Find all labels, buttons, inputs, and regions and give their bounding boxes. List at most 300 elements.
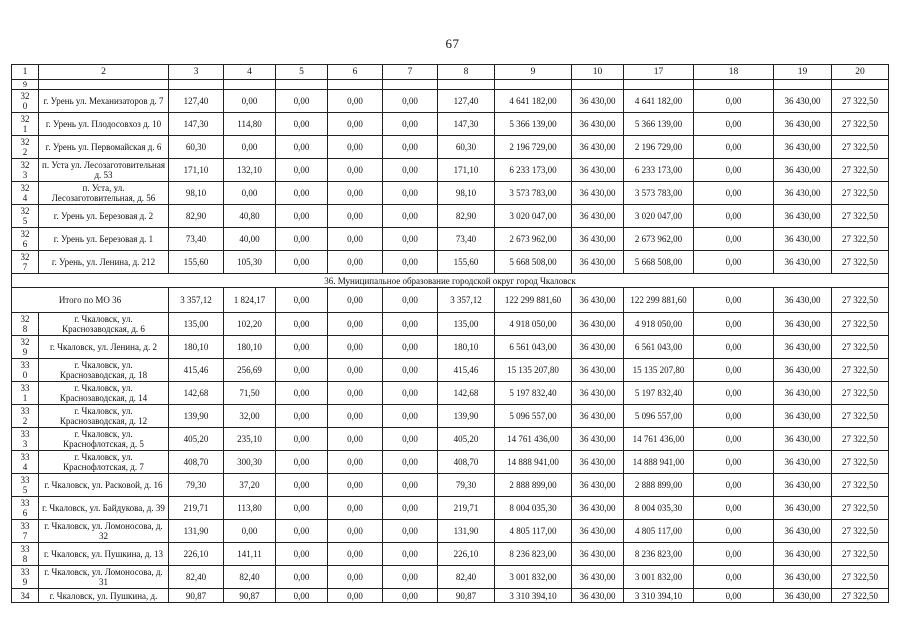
- row-index: 32 1: [12, 113, 39, 136]
- value-cell-c8: 82,40: [438, 566, 495, 589]
- value-cell-c6: 0,00: [328, 497, 383, 520]
- value-cell-c19: 36 430,00: [774, 566, 832, 589]
- value-cell-c6: 0,00: [328, 90, 383, 113]
- value-cell-c5: 0,00: [276, 251, 328, 274]
- value-cell-c19: 36 430,00: [774, 136, 832, 159]
- value-cell-c20: 27 322,50: [832, 589, 889, 603]
- value-cell-c20: 27 322,50: [832, 543, 889, 566]
- value-cell-c4: 0,00: [224, 90, 276, 113]
- value-cell-c3: 171,10: [169, 159, 224, 182]
- value-cell-c8: 142,68: [438, 382, 495, 405]
- address-cell: г. Чкаловск, ул. Краснозаводская, д. 12: [39, 405, 169, 428]
- value-cell-c17: 5 096 557,00: [624, 405, 694, 428]
- value-cell-c19: 36 430,00: [774, 205, 832, 228]
- value-cell-c8: 135,00: [438, 313, 495, 336]
- value-cell-c9: 4 918 050,00: [495, 313, 572, 336]
- address-cell: г. Чкаловск, ул. Байдукова, д. 39: [39, 497, 169, 520]
- value-cell-c9: 8 236 823,00: [495, 543, 572, 566]
- continuation-index: 9: [12, 80, 39, 90]
- value-cell-c5: 0,00: [276, 566, 328, 589]
- value-cell-c9: 5 366 139,00: [495, 113, 572, 136]
- address-cell: г. Чкаловск, ул. Краснозаводская, д. 18: [39, 359, 169, 382]
- address-cell: п. Уста, ул. Лесозаготовительная, д. 56: [39, 182, 169, 205]
- value-cell-c4: 0,00: [224, 520, 276, 543]
- value-cell-c5: 0,00: [276, 205, 328, 228]
- value-cell-c7: 0,00: [383, 497, 438, 520]
- value-cell-c5: 0,00: [276, 428, 328, 451]
- value-cell-c10: 36 430,00: [572, 251, 624, 274]
- value-cell-c8: 171,10: [438, 159, 495, 182]
- value-cell-c8: 405,20: [438, 428, 495, 451]
- value-cell-c7: 0,00: [383, 90, 438, 113]
- value-cell-c18: 0,00: [694, 405, 774, 428]
- continuation-row: [12, 80, 889, 90]
- value-cell-c17: 15 135 207,80: [624, 359, 694, 382]
- value-cell-c4: 105,30: [224, 251, 276, 274]
- value-cell-c4: 102,20: [224, 313, 276, 336]
- value-cell-c4: 132,10: [224, 159, 276, 182]
- total-cell-c17: 122 299 881,60: [624, 288, 694, 313]
- value-cell-c3: 60,30: [169, 136, 224, 159]
- value-cell-c5: 0,00: [276, 90, 328, 113]
- column-number-17: 17: [624, 65, 694, 80]
- value-cell-c5: 0,00: [276, 497, 328, 520]
- value-cell-c4: 40,00: [224, 228, 276, 251]
- value-cell-c7: 0,00: [383, 182, 438, 205]
- value-cell-c3: 139,90: [169, 405, 224, 428]
- value-cell-c17: 4 641 182,00: [624, 90, 694, 113]
- value-cell-c5: 0,00: [276, 113, 328, 136]
- value-cell-c18: 0,00: [694, 182, 774, 205]
- value-cell-c10: 36 430,00: [572, 520, 624, 543]
- value-cell-c6: 0,00: [328, 451, 383, 474]
- address-cell: г. Чкаловск, ул. Краснозаводская, д. 6: [39, 313, 169, 336]
- value-cell-c6: 0,00: [328, 589, 383, 603]
- row-index: 33 5: [12, 474, 39, 497]
- value-cell-c8: 60,30: [438, 136, 495, 159]
- value-cell-c5: 0,00: [276, 451, 328, 474]
- value-cell-c6: 0,00: [328, 336, 383, 359]
- row-index: 32 5: [12, 205, 39, 228]
- value-cell-c4: 114,80: [224, 113, 276, 136]
- value-cell-c17: 2 196 729,00: [624, 136, 694, 159]
- value-cell-c10: 36 430,00: [572, 90, 624, 113]
- value-cell-c17: 3 573 783,00: [624, 182, 694, 205]
- value-cell-c9: 14 761 436,00: [495, 428, 572, 451]
- value-cell-c20: 27 322,50: [832, 359, 889, 382]
- table-row: [12, 136, 889, 159]
- value-cell-c18: 0,00: [694, 205, 774, 228]
- value-cell-c7: 0,00: [383, 405, 438, 428]
- address-cell: г. Урень ул. Первомайская д. 6: [39, 136, 169, 159]
- value-cell-c3: 142,68: [169, 382, 224, 405]
- address-cell: г. Чкаловск, ул. Ломоносова, д. 32: [39, 520, 169, 543]
- value-cell-c5: 0,00: [276, 182, 328, 205]
- value-cell-c20: 27 322,50: [832, 159, 889, 182]
- value-cell-c8: 127,40: [438, 90, 495, 113]
- total-cell-c6: 0,00: [328, 288, 383, 313]
- value-cell-c10: 36 430,00: [572, 228, 624, 251]
- value-cell-c7: 0,00: [383, 428, 438, 451]
- value-cell-c5: 0,00: [276, 589, 328, 603]
- value-cell-c19: 36 430,00: [774, 313, 832, 336]
- value-cell-c3: 79,30: [169, 474, 224, 497]
- total-cell-c19: 36 430,00: [774, 288, 832, 313]
- value-cell-c19: 36 430,00: [774, 428, 832, 451]
- value-cell-c20: 27 322,50: [832, 428, 889, 451]
- value-cell-c9: 2 888 899,00: [495, 474, 572, 497]
- value-cell-c5: 0,00: [276, 228, 328, 251]
- column-number-6: 6: [328, 65, 383, 80]
- table-row: [12, 251, 889, 274]
- table-row: [12, 474, 889, 497]
- column-number-10: 10: [572, 65, 624, 80]
- value-cell-c17: 2 673 962,00: [624, 228, 694, 251]
- value-cell-c4: 40,80: [224, 205, 276, 228]
- column-number-2: 2: [39, 65, 169, 80]
- value-cell-c10: 36 430,00: [572, 159, 624, 182]
- value-cell-c7: 0,00: [383, 543, 438, 566]
- value-cell-c9: 5 668 508,00: [495, 251, 572, 274]
- section-title: 36. Муниципальное образование городской округ город Чкаловск: [12, 274, 889, 288]
- table-row: [12, 336, 889, 359]
- row-index: 32 7: [12, 251, 39, 274]
- value-cell-c6: 0,00: [328, 113, 383, 136]
- table-row: [12, 113, 889, 136]
- address-cell: г. Чкаловск, ул. Расковой, д. 16: [39, 474, 169, 497]
- value-cell-c19: 36 430,00: [774, 228, 832, 251]
- value-cell-c3: 219,71: [169, 497, 224, 520]
- value-cell-c9: 3 001 832,00: [495, 566, 572, 589]
- table-row: [12, 405, 889, 428]
- value-cell-c8: 219,71: [438, 497, 495, 520]
- value-cell-c17: 4 918 050,00: [624, 313, 694, 336]
- value-cell-c18: 0,00: [694, 543, 774, 566]
- value-cell-c5: 0,00: [276, 159, 328, 182]
- value-cell-c17: 6 561 043,00: [624, 336, 694, 359]
- total-cell-c5: 0,00: [276, 288, 328, 313]
- value-cell-c10: 36 430,00: [572, 182, 624, 205]
- value-cell-c18: 0,00: [694, 228, 774, 251]
- value-cell-c7: 0,00: [383, 359, 438, 382]
- table-row: [12, 205, 889, 228]
- value-cell-c19: 36 430,00: [774, 113, 832, 136]
- housing-table: [11, 64, 889, 603]
- column-number-3: 3: [169, 65, 224, 80]
- value-cell-c20: 27 322,50: [832, 251, 889, 274]
- value-cell-c3: 415,46: [169, 359, 224, 382]
- value-cell-c7: 0,00: [383, 520, 438, 543]
- table-row: [12, 543, 889, 566]
- table-row: [12, 451, 889, 474]
- value-cell-c20: 27 322,50: [832, 313, 889, 336]
- row-index: 32 3: [12, 159, 39, 182]
- value-cell-c10: 36 430,00: [572, 336, 624, 359]
- value-cell-c17: 14 761 436,00: [624, 428, 694, 451]
- table-row: [12, 359, 889, 382]
- value-cell-c19: 36 430,00: [774, 474, 832, 497]
- value-cell-c5: 0,00: [276, 405, 328, 428]
- value-cell-c8: 139,90: [438, 405, 495, 428]
- value-cell-c18: 0,00: [694, 251, 774, 274]
- value-cell-c18: 0,00: [694, 589, 774, 603]
- value-cell-c19: 36 430,00: [774, 520, 832, 543]
- value-cell-c20: 27 322,50: [832, 90, 889, 113]
- value-cell-c19: 36 430,00: [774, 451, 832, 474]
- value-cell-c9: 5 096 557,00: [495, 405, 572, 428]
- value-cell-c8: 82,90: [438, 205, 495, 228]
- value-cell-c9: 3 573 783,00: [495, 182, 572, 205]
- value-cell-c4: 300,30: [224, 451, 276, 474]
- value-cell-c9: 2 673 962,00: [495, 228, 572, 251]
- value-cell-c4: 235,10: [224, 428, 276, 451]
- address-cell: г. Урень, ул. Ленина, д. 212: [39, 251, 169, 274]
- value-cell-c4: 256,69: [224, 359, 276, 382]
- value-cell-c5: 0,00: [276, 474, 328, 497]
- value-cell-c18: 0,00: [694, 520, 774, 543]
- address-cell: г. Урень ул. Березовая д. 2: [39, 205, 169, 228]
- table-row: [12, 428, 889, 451]
- value-cell-c7: 0,00: [383, 313, 438, 336]
- value-cell-c18: 0,00: [694, 90, 774, 113]
- column-number-7: 7: [383, 65, 438, 80]
- value-cell-c5: 0,00: [276, 359, 328, 382]
- value-cell-c6: 0,00: [328, 159, 383, 182]
- value-cell-c8: 131,90: [438, 520, 495, 543]
- value-cell-c18: 0,00: [694, 497, 774, 520]
- value-cell-c17: 14 888 941,00: [624, 451, 694, 474]
- column-number-row: [12, 65, 889, 80]
- table-row: [12, 313, 889, 336]
- value-cell-c10: 36 430,00: [572, 451, 624, 474]
- value-cell-c18: 0,00: [694, 313, 774, 336]
- table-body: [12, 65, 889, 603]
- value-cell-c10: 36 430,00: [572, 382, 624, 405]
- value-cell-c9: 8 004 035,30: [495, 497, 572, 520]
- value-cell-c10: 36 430,00: [572, 497, 624, 520]
- value-cell-c9: 3 310 394,10: [495, 589, 572, 603]
- value-cell-c7: 0,00: [383, 205, 438, 228]
- value-cell-c8: 73,40: [438, 228, 495, 251]
- value-cell-c18: 0,00: [694, 428, 774, 451]
- column-number-19: 19: [774, 65, 832, 80]
- total-cell-c18: 0,00: [694, 288, 774, 313]
- total-cell-c8: 3 357,12: [438, 288, 495, 313]
- value-cell-c8: 155,60: [438, 251, 495, 274]
- value-cell-c3: 226,10: [169, 543, 224, 566]
- row-index: 34: [12, 589, 39, 603]
- value-cell-c4: 0,00: [224, 136, 276, 159]
- value-cell-c17: 3 001 832,00: [624, 566, 694, 589]
- value-cell-c20: 27 322,50: [832, 336, 889, 359]
- column-number-9: 9: [495, 65, 572, 80]
- value-cell-c17: 4 805 117,00: [624, 520, 694, 543]
- value-cell-c6: 0,00: [328, 382, 383, 405]
- value-cell-c6: 0,00: [328, 405, 383, 428]
- value-cell-c5: 0,00: [276, 313, 328, 336]
- value-cell-c18: 0,00: [694, 474, 774, 497]
- value-cell-c19: 36 430,00: [774, 382, 832, 405]
- value-cell-c7: 0,00: [383, 136, 438, 159]
- value-cell-c19: 36 430,00: [774, 405, 832, 428]
- value-cell-c17: 5 668 508,00: [624, 251, 694, 274]
- row-index: 33 8: [12, 543, 39, 566]
- value-cell-c18: 0,00: [694, 336, 774, 359]
- value-cell-c8: 98,10: [438, 182, 495, 205]
- total-cell-c9: 122 299 881,60: [495, 288, 572, 313]
- table-row: [12, 520, 889, 543]
- value-cell-c3: 90,87: [169, 589, 224, 603]
- value-cell-c3: 147,30: [169, 113, 224, 136]
- column-number-1: 1: [12, 65, 39, 80]
- value-cell-c20: 27 322,50: [832, 136, 889, 159]
- column-number-8: 8: [438, 65, 495, 80]
- value-cell-c17: 3 020 047,00: [624, 205, 694, 228]
- value-cell-c20: 27 322,50: [832, 228, 889, 251]
- value-cell-c9: 14 888 941,00: [495, 451, 572, 474]
- value-cell-c3: 82,90: [169, 205, 224, 228]
- value-cell-c6: 0,00: [328, 543, 383, 566]
- value-cell-c6: 0,00: [328, 428, 383, 451]
- table-row: [12, 497, 889, 520]
- value-cell-c3: 135,00: [169, 313, 224, 336]
- total-cell-c20: 27 322,50: [832, 288, 889, 313]
- value-cell-c9: 2 196 729,00: [495, 136, 572, 159]
- value-cell-c4: 141,11: [224, 543, 276, 566]
- value-cell-c9: 6 561 043,00: [495, 336, 572, 359]
- total-cell-c3: 3 357,12: [169, 288, 224, 313]
- value-cell-c10: 36 430,00: [572, 566, 624, 589]
- value-cell-c20: 27 322,50: [832, 382, 889, 405]
- value-cell-c20: 27 322,50: [832, 205, 889, 228]
- value-cell-c19: 36 430,00: [774, 90, 832, 113]
- value-cell-c7: 0,00: [383, 566, 438, 589]
- value-cell-c19: 36 430,00: [774, 336, 832, 359]
- value-cell-c3: 98,10: [169, 182, 224, 205]
- value-cell-c19: 36 430,00: [774, 159, 832, 182]
- address-cell: г. Чкаловск, ул. Краснозаводская, д. 14: [39, 382, 169, 405]
- total-cell-c7: 0,00: [383, 288, 438, 313]
- value-cell-c17: 6 233 173,00: [624, 159, 694, 182]
- address-cell: г. Урень ул. Плодосовхоз д. 10: [39, 113, 169, 136]
- value-cell-c7: 0,00: [383, 113, 438, 136]
- value-cell-c10: 36 430,00: [572, 543, 624, 566]
- row-index: 33 9: [12, 566, 39, 589]
- value-cell-c6: 0,00: [328, 474, 383, 497]
- value-cell-c3: 131,90: [169, 520, 224, 543]
- value-cell-c6: 0,00: [328, 313, 383, 336]
- value-cell-c8: 226,10: [438, 543, 495, 566]
- value-cell-c6: 0,00: [328, 566, 383, 589]
- value-cell-c7: 0,00: [383, 382, 438, 405]
- value-cell-c3: 82,40: [169, 566, 224, 589]
- value-cell-c10: 36 430,00: [572, 405, 624, 428]
- row-index: 32 6: [12, 228, 39, 251]
- value-cell-c4: 32,00: [224, 405, 276, 428]
- total-cell-c4: 1 824,17: [224, 288, 276, 313]
- total-row: [12, 288, 889, 313]
- table-row: [12, 228, 889, 251]
- value-cell-c10: 36 430,00: [572, 136, 624, 159]
- value-cell-c4: 90,87: [224, 589, 276, 603]
- value-cell-c7: 0,00: [383, 336, 438, 359]
- value-cell-c18: 0,00: [694, 566, 774, 589]
- value-cell-c10: 36 430,00: [572, 359, 624, 382]
- row-index: 33 0: [12, 359, 39, 382]
- value-cell-c3: 405,20: [169, 428, 224, 451]
- row-index: 32 0: [12, 90, 39, 113]
- value-cell-c7: 0,00: [383, 251, 438, 274]
- value-cell-c6: 0,00: [328, 205, 383, 228]
- address-cell: г. Чкаловск, ул. Ленина, д. 2: [39, 336, 169, 359]
- value-cell-c10: 36 430,00: [572, 428, 624, 451]
- value-cell-c19: 36 430,00: [774, 497, 832, 520]
- value-cell-c20: 27 322,50: [832, 182, 889, 205]
- address-cell: г. Урень ул. Механизаторов д. 7: [39, 90, 169, 113]
- table-row: [12, 159, 889, 182]
- row-index: 32 8: [12, 313, 39, 336]
- table-row: [12, 566, 889, 589]
- value-cell-c8: 415,46: [438, 359, 495, 382]
- address-cell: г. Чкаловск, ул. Краснофлотская, д. 7: [39, 451, 169, 474]
- value-cell-c18: 0,00: [694, 113, 774, 136]
- value-cell-c7: 0,00: [383, 159, 438, 182]
- value-cell-c10: 36 430,00: [572, 474, 624, 497]
- value-cell-c5: 0,00: [276, 520, 328, 543]
- value-cell-c10: 36 430,00: [572, 205, 624, 228]
- value-cell-c8: 180,10: [438, 336, 495, 359]
- value-cell-c8: 79,30: [438, 474, 495, 497]
- address-cell: г. Чкаловск, ул. Пушкина, д.: [39, 589, 169, 603]
- value-cell-c7: 0,00: [383, 474, 438, 497]
- value-cell-c7: 0,00: [383, 451, 438, 474]
- value-cell-c9: 3 020 047,00: [495, 205, 572, 228]
- value-cell-c6: 0,00: [328, 182, 383, 205]
- value-cell-c6: 0,00: [328, 136, 383, 159]
- value-cell-c20: 27 322,50: [832, 113, 889, 136]
- value-cell-c3: 127,40: [169, 90, 224, 113]
- value-cell-c9: 5 197 832,40: [495, 382, 572, 405]
- page-number: 67: [445, 36, 460, 51]
- table-row: [12, 589, 889, 603]
- value-cell-c20: 27 322,50: [832, 451, 889, 474]
- value-cell-c9: 15 135 207,80: [495, 359, 572, 382]
- value-cell-c5: 0,00: [276, 336, 328, 359]
- value-cell-c20: 27 322,50: [832, 405, 889, 428]
- value-cell-c8: 408,70: [438, 451, 495, 474]
- value-cell-c20: 27 322,50: [832, 497, 889, 520]
- value-cell-c5: 0,00: [276, 543, 328, 566]
- value-cell-c19: 36 430,00: [774, 251, 832, 274]
- column-number-20: 20: [832, 65, 889, 80]
- value-cell-c3: 408,70: [169, 451, 224, 474]
- value-cell-c4: 180,10: [224, 336, 276, 359]
- value-cell-c17: 5 197 832,40: [624, 382, 694, 405]
- value-cell-c19: 36 430,00: [774, 589, 832, 603]
- value-cell-c19: 36 430,00: [774, 359, 832, 382]
- value-cell-c6: 0,00: [328, 251, 383, 274]
- address-cell: г. Чкаловск, ул. Ломоносова, д. 31: [39, 566, 169, 589]
- value-cell-c20: 27 322,50: [832, 474, 889, 497]
- value-cell-c8: 90,87: [438, 589, 495, 603]
- value-cell-c3: 155,60: [169, 251, 224, 274]
- table-row: [12, 382, 889, 405]
- value-cell-c3: 180,10: [169, 336, 224, 359]
- column-number-18: 18: [694, 65, 774, 80]
- value-cell-c4: 37,20: [224, 474, 276, 497]
- value-cell-c10: 36 430,00: [572, 113, 624, 136]
- value-cell-c19: 36 430,00: [774, 543, 832, 566]
